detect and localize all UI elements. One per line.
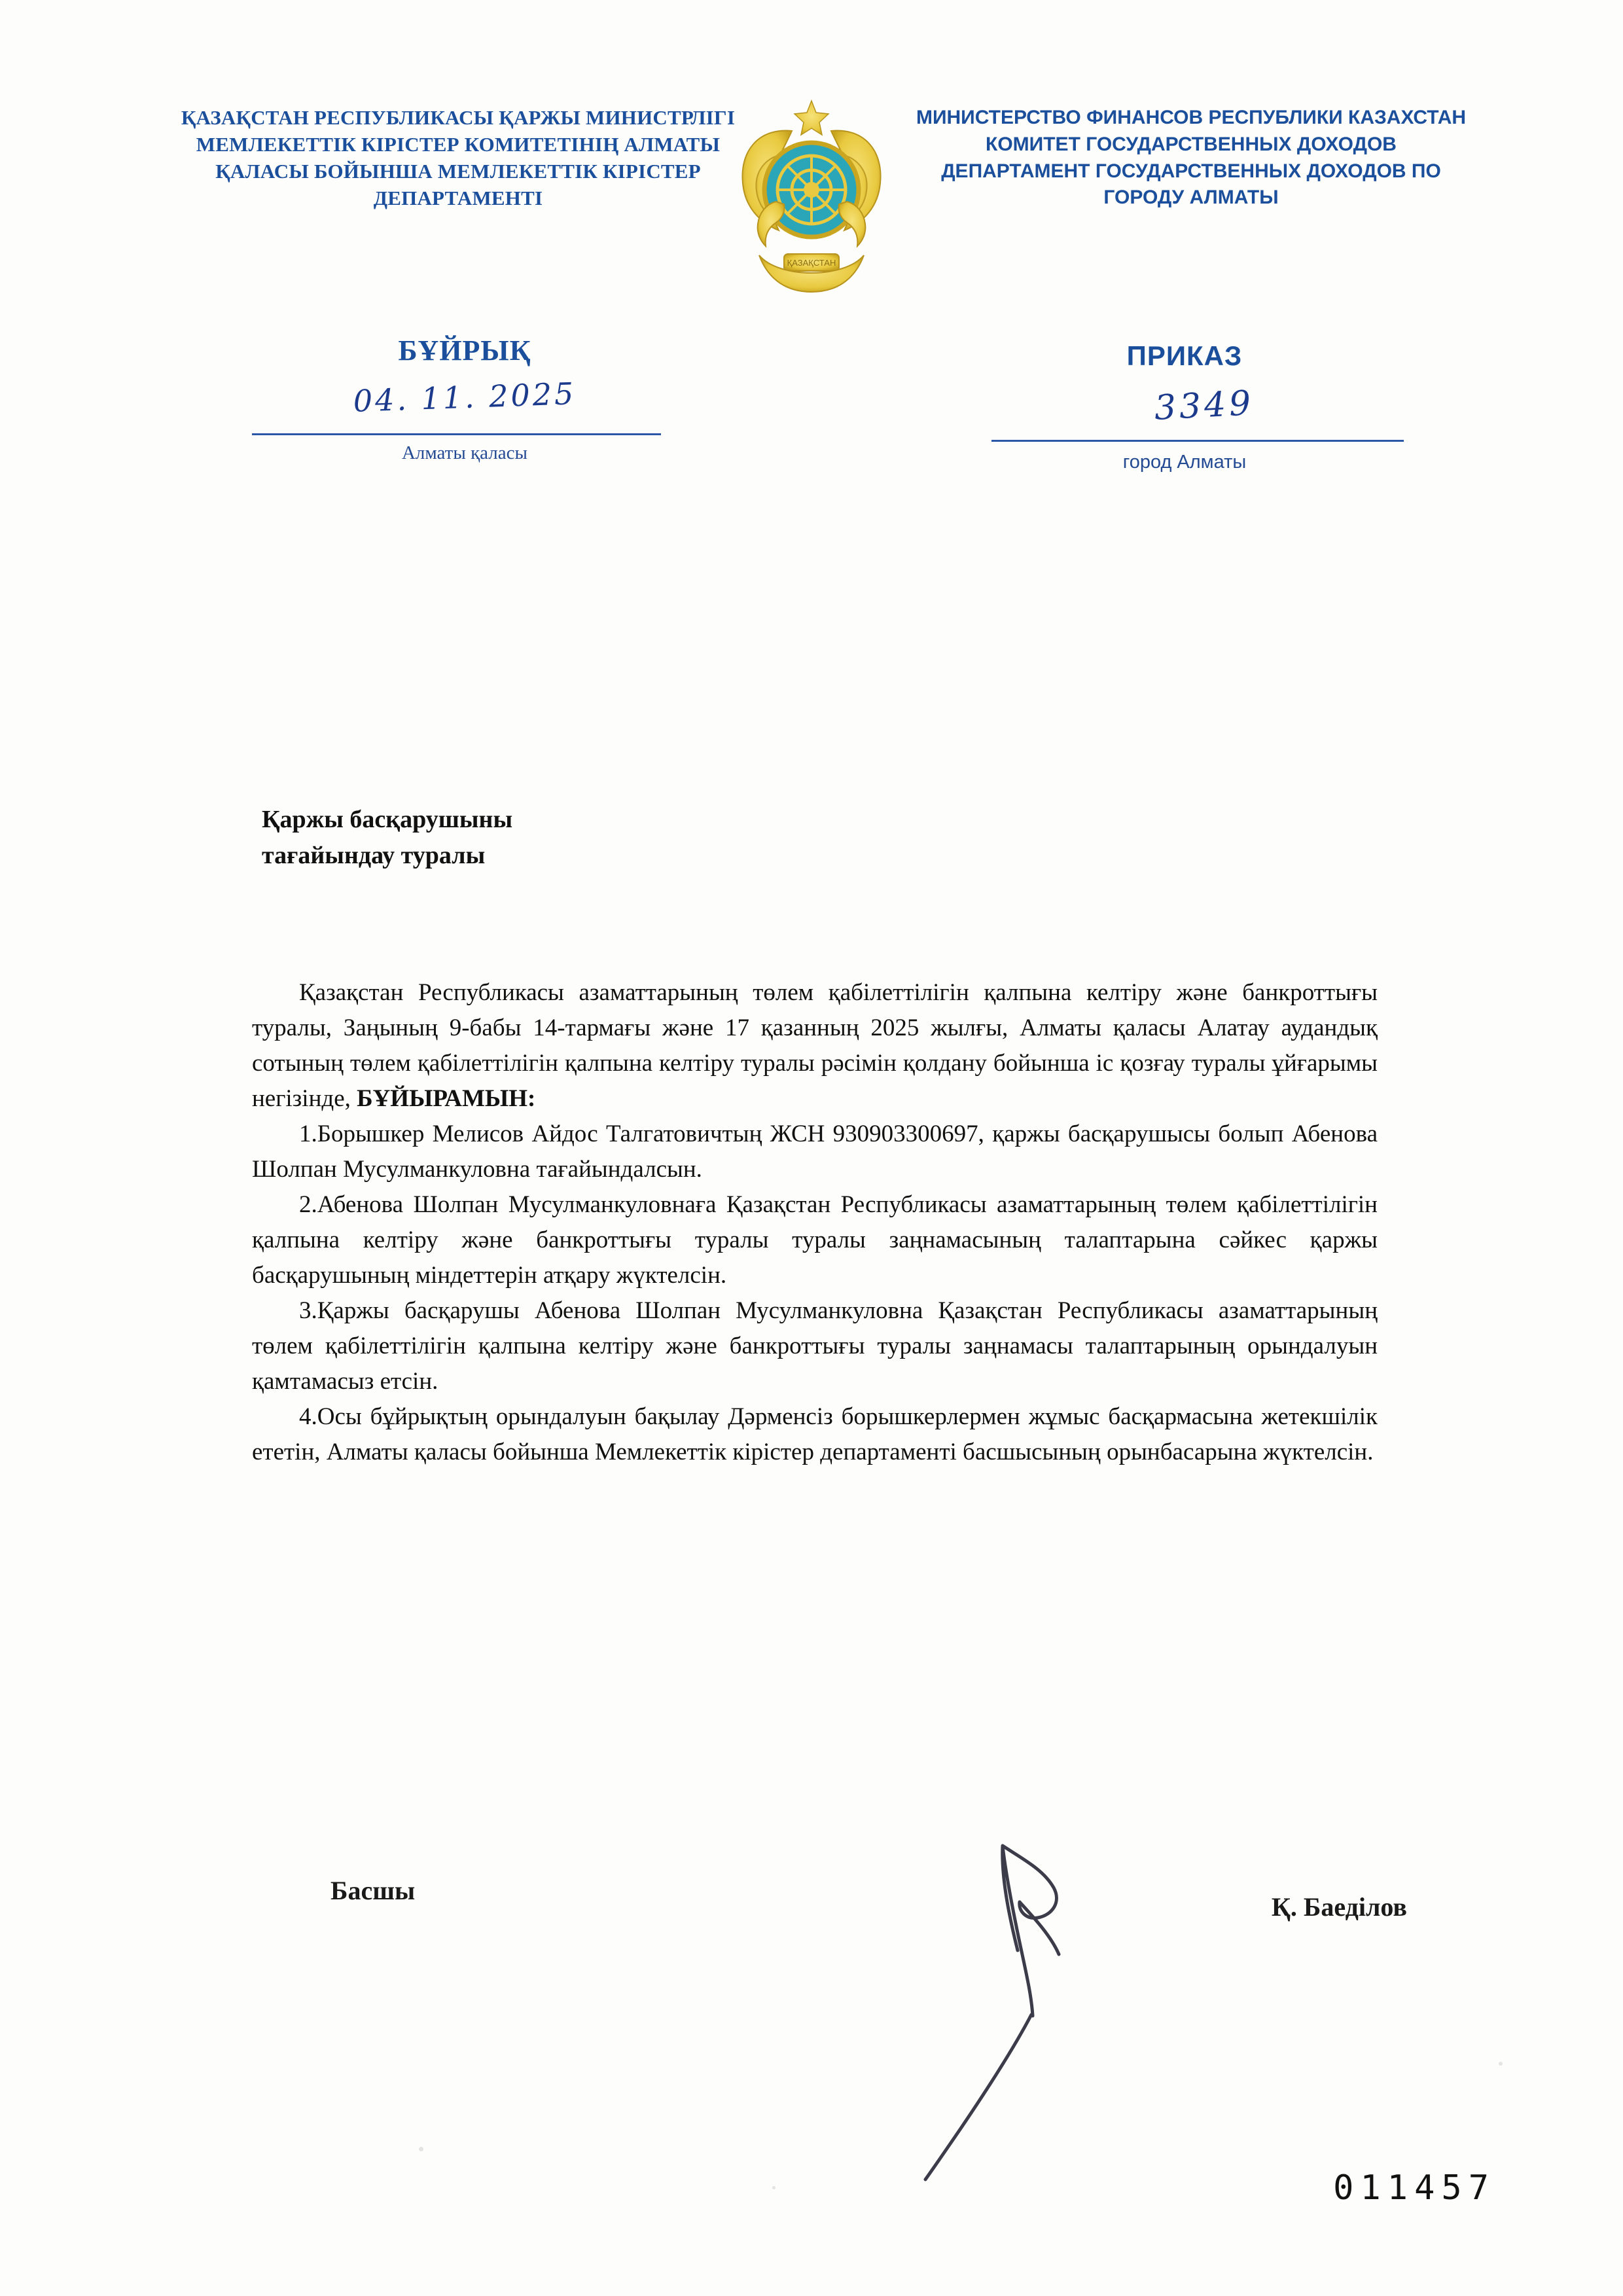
preamble-text: Қазақстан Республикасы азаматтарының төлем қабілеттілігін қалпына келтіру және банкроттығы туралы, Заңының 9-бабы 14-тармағы және 17 қазанның 2025 жылғы, Алматы қаласы Алатау аудандық сотының төлем қабілеттілігін қалпына келтіру туралы рәсімін қолдану бойынша іс қозғау туралы ұйғарымы негізінде, <box>252 979 1378 1113</box>
scan-speck <box>1499 2062 1503 2066</box>
body-paragraph-2: 2.Абенова Шолпан Мусулманкуловнаға Қазақстан Республикасы азаматтарының төлем қабілеттілігін қалпына келтіру және банкроттығы туралы туралы заңнамасының талаптарына сәйкес қаржы басқарушының міндеттерін атқару жүктелсін. <box>252 1191 1378 1289</box>
date-underline <box>252 433 661 435</box>
city-label-kazakh: Алматы қаласы <box>401 442 527 463</box>
organization-name-kazakh: ҚАЗАҚСТАН РЕСПУБЛИКАСЫ ҚАРЖЫ МИНИСТРЛІГІ МЕМЛЕКЕТТІК КІРІСТЕР КОМИТЕТІНІҢ АЛМАТЫ ҚАЛАСЫ БОЙЫНША МЕМЛЕКЕТТІК КІРІСТЕР ДЕПАРТАМЕНТІ <box>181 106 736 209</box>
signatory-name: Қ. Баеділов <box>1271 1892 1407 1922</box>
emblem-label: ҚАЗАҚСТАН <box>787 258 836 268</box>
subject-line-1: Қаржы басқарушыны <box>262 806 513 833</box>
kazakhstan-emblem-icon <box>713 92 910 308</box>
order-number-handwritten: 3349 <box>1153 384 1255 428</box>
number-underline <box>991 440 1404 442</box>
order-date-handwritten: 04. 11. 2025 <box>352 376 577 419</box>
document-header <box>0 92 1623 314</box>
scan-speck <box>772 2186 776 2189</box>
order-title-kazakh: БҰЙРЫҚ <box>398 334 531 367</box>
body-paragraph-1: 1.Борышкер Мелисов Айдос Талгатовичтың ЖСН 930903300697, қаржы басқарушысы болып Абенова Шолпан Мусулманкуловна тағайындалсын. <box>252 1121 1378 1183</box>
body-paragraph-3: 3.Қаржы басқарушы Абенова Шолпан Мусулманкуловна Қазақстан Республикасы азаматтарының төлем қабілеттілігін қалпына келтіру және банкроттығы туралы заңнамасы талаптарының орындалуын қамтамасыз етсін. <box>252 1297 1378 1395</box>
organization-name-russian: МИНИСТЕРСТВО ФИНАНСОВ РЕСПУБЛИКИ КАЗАХСТАН КОМИТЕТ ГОСУДАРСТВЕННЫХ ДОХОДОВ ДЕПАРТАМЕНТ ГОСУДАРСТВЕННЫХ ДОХОДОВ ПО ГОРОДУ АЛМАТЫ <box>916 107 1467 209</box>
handwritten-signature <box>903 1806 1178 2199</box>
signatory-role: Басшы <box>330 1876 416 1905</box>
scan-speck <box>419 2147 423 2151</box>
document-body <box>252 975 1378 1470</box>
document-registration-number: 011457 <box>1333 2168 1495 2208</box>
body-preamble <box>252 975 1378 1117</box>
subject-line-2: тағайындау туралы <box>262 842 486 870</box>
document-subject <box>262 802 851 874</box>
order-title-russian: ПРИКАЗ <box>1126 340 1243 371</box>
city-label-russian: город Алматы <box>1122 452 1247 473</box>
body-paragraph-4: 4.Осы бұйрықтың орындалуын бақылау Дәрменсіз борышкерлермен жұмыс басқармасына жетекшілік ететін, Алматы қаласы бойынша Мемлекеттік кірістер департаменті басшысының орынбасарына жүктелсін. <box>252 1403 1378 1466</box>
order-verb: БҰЙЫРАМЫН: <box>357 1085 536 1113</box>
